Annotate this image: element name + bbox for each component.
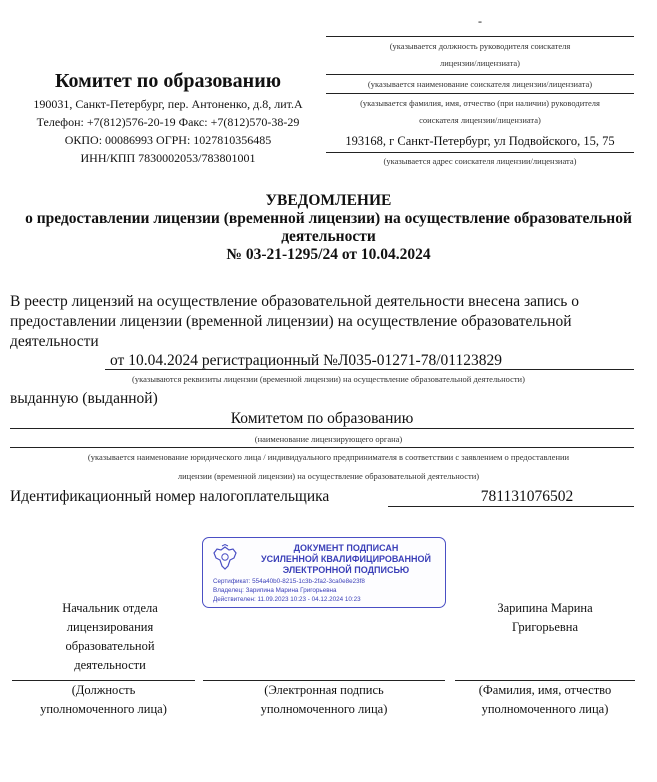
body-line3: деятельности (10, 333, 99, 350)
caption-esign-line2: уполномоченного лица) (260, 702, 388, 716)
coat-of-arms-icon (211, 544, 239, 572)
address-caption: (указывается адрес соискателя лицензии/лицензиата) (383, 156, 577, 166)
signer-position-line4: деятельности (74, 658, 146, 672)
caption-position-line2: уполномоченного лица) (40, 702, 167, 716)
body-line1: В реестр лицензий на осуществление образовательной деятельности внесена запись о (10, 293, 579, 310)
signer-position (20, 599, 200, 675)
fio-caption-2: соискателя лицензии/лицензиата) (419, 115, 541, 125)
notice-title-line3: деятельности (281, 228, 376, 245)
entity-caption-1: (указывается наименование юридического лица / индивидуального предпринимателя в соответствии с заявлением о предоставлении (87, 452, 570, 462)
org-name: Комитет по образованию (55, 70, 281, 92)
position-caption: (указывается должность руководителя соискателя (389, 41, 571, 51)
stamp-certificate: Сертификат: 554a40b0-8215-1c3b-2fa2-3ca0e8e23f8 (213, 578, 365, 585)
inn-value: 781131076502 (480, 488, 574, 505)
registration-info: от 10.04.2024 регистрационный №Л035-01271-78/01123829 (110, 352, 502, 369)
signer-position-line3: образовательной (65, 639, 155, 653)
signer-position-line1: Начальник отдела (62, 601, 158, 615)
inn-line (388, 506, 634, 507)
org-phone: Телефон: +7(812)576-20-19 Факс: +7(812)570-38-29 (36, 115, 300, 129)
stamp-valid: Действителен: 11.09.2023 10:23 - 04.12.2024 10:23 (213, 596, 361, 603)
caption-esign-line1: (Электронная подпись (264, 683, 384, 697)
address-line (326, 152, 634, 153)
issuer-line (10, 428, 634, 429)
issuer-name: Комитетом по образованию (230, 410, 414, 427)
caption-fio-line2: уполномоченного лица) (481, 702, 609, 716)
stamp-owner: Владелец: Зарипина Марина Григорьевна (213, 587, 337, 594)
entity-line (10, 447, 634, 448)
notice-title (0, 192, 657, 264)
position-caption-2: лицензии/лицензиата) (439, 58, 521, 68)
registration-line (105, 369, 634, 370)
org-address: 190031, Санкт-Петербург, пер. Антоненко, д.8, лит.А (33, 97, 303, 111)
caption-esign (203, 681, 445, 719)
signer-name (460, 599, 630, 637)
inn-label: Идентификационный номер налогоплательщика (10, 488, 330, 505)
caption-position (12, 681, 195, 719)
caption-fio-line1: (Фамилия, имя, отчество (478, 683, 612, 697)
stamp-title-line1: ДОКУМЕНТ ПОДПИСАН (293, 543, 399, 553)
e-signature-stamp (202, 537, 446, 608)
notice-title-line2: о предоставлении лицензии (временной лицензии) на осуществление образовательной (25, 210, 632, 227)
body-line2: предоставлении лицензии (временной лицензии) на осуществление образовательной (10, 313, 572, 330)
notice-number: № 03-21-1295/24 от 10.04.2024 (226, 246, 431, 263)
name-caption: (указывается наименование соискателя лицензии/лицензиата) (367, 79, 593, 89)
issuer-caption: (наименование лицензирующего органа) (254, 434, 403, 444)
caption-fio (455, 681, 635, 719)
stamp-title-line2: УСИЛЕННОЙ КВАЛИФИЦИРОВАННОЙ (261, 554, 431, 564)
stamp-title (251, 543, 441, 576)
signer-name-line1: Зарипина Марина (497, 601, 593, 615)
fio-line (326, 93, 634, 94)
entity-caption-2: лицензии (временной лицензии) на осуществление образовательной деятельности) (177, 471, 480, 481)
signer-name-line2: Григорьевна (511, 620, 579, 634)
stamp-title-line3: ЭЛЕКТРОННОЙ ПОДПИСЬЮ (282, 565, 410, 575)
position-line (326, 36, 634, 37)
registration-caption: (указываются реквизиты лицензии (временной лицензии) на осуществление образовательной деятельности) (132, 374, 525, 384)
signer-position-line2: лицензирования (66, 620, 154, 634)
notice-title-line1: УВЕДОМЛЕНИЕ (265, 192, 392, 209)
caption-position-line1: (Должность (71, 683, 136, 697)
body-paragraph (10, 292, 640, 352)
position-dash: - (478, 14, 482, 28)
fio-caption: (указывается фамилия, имя, отчество (при наличии) руководителя (360, 98, 600, 108)
issued-by-label: выданную (выданной) (10, 390, 158, 407)
name-line (326, 74, 634, 75)
org-okpo: ОКПО: 00086993 ОГРН: 1027810356485 (64, 133, 272, 147)
addressee-address: 193168, г Санкт-Петербург, ул Подвойского, 15, 75 (345, 134, 615, 148)
org-inn: ИНН/КПП 7830002053/783801001 (80, 151, 256, 165)
